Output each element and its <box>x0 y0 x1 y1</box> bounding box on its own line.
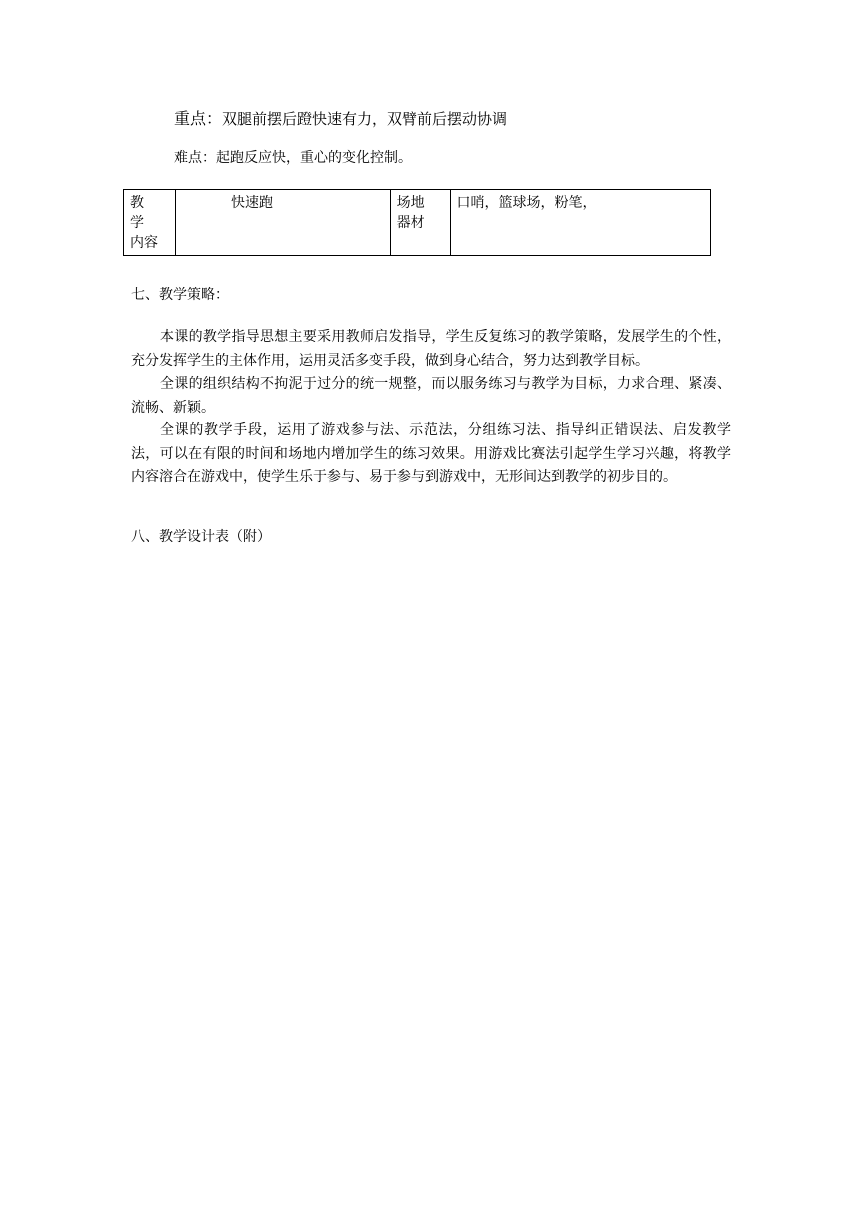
section7-heading: 七、教学策略： <box>131 287 229 303</box>
venue-label-line1: 场地 <box>396 195 425 211</box>
table-row <box>124 190 711 256</box>
content-label-line1: 教 学 <box>130 195 154 231</box>
key-points-label: 重点： <box>174 109 223 128</box>
section7-paragraph-3: 全课的教学手段，运用了游戏参与法、示范法，分组练习法、指导纠正错误法、启发教学法，可以在有限的时间和场地内增加学生的练习效果。用游戏比赛法引起学生学习兴趣，将教学内容溶合在游戏中，使学生乐于参与、易于参与到游戏中，无形间达到教学的初步目的。 <box>131 422 731 485</box>
section7-paragraph-1: 本课的教学指导思想主要采用教师启发指导，学生反复练习的教学策略，发展学生的个性，充分发挥学生的主体作用，运用灵活多变手段，做到身心结合，努力达到教学目标。 <box>131 329 731 369</box>
venue-label-line2: 器材 <box>396 215 425 231</box>
section8-heading: 八、教学设计表（附） <box>131 529 271 545</box>
key-points-text: 双腿前摆后蹬快速有力，双臂前后摆动协调 <box>222 110 508 128</box>
venue-value-cell: 口哨，篮球场，粉笔， <box>450 190 710 256</box>
difficulties-line <box>174 151 412 165</box>
key-points-line <box>174 111 507 127</box>
lesson-info-table <box>123 189 711 256</box>
difficulties-text: 起跑反应快，重心的变化控制。 <box>216 150 412 166</box>
section7-paragraph-2: 全课的组织结构不拘泥于过分的统一规整，而以服务练习与教学为目标，力求合理、紧凑、流畅、新颖。 <box>131 376 731 416</box>
difficulties-label: 难点： <box>174 150 216 166</box>
content-label-line2: 内容 <box>130 235 158 251</box>
content-value-cell: 快速跑 <box>175 190 390 256</box>
venue-label-cell <box>390 190 450 256</box>
content-label-cell <box>124 190 176 256</box>
